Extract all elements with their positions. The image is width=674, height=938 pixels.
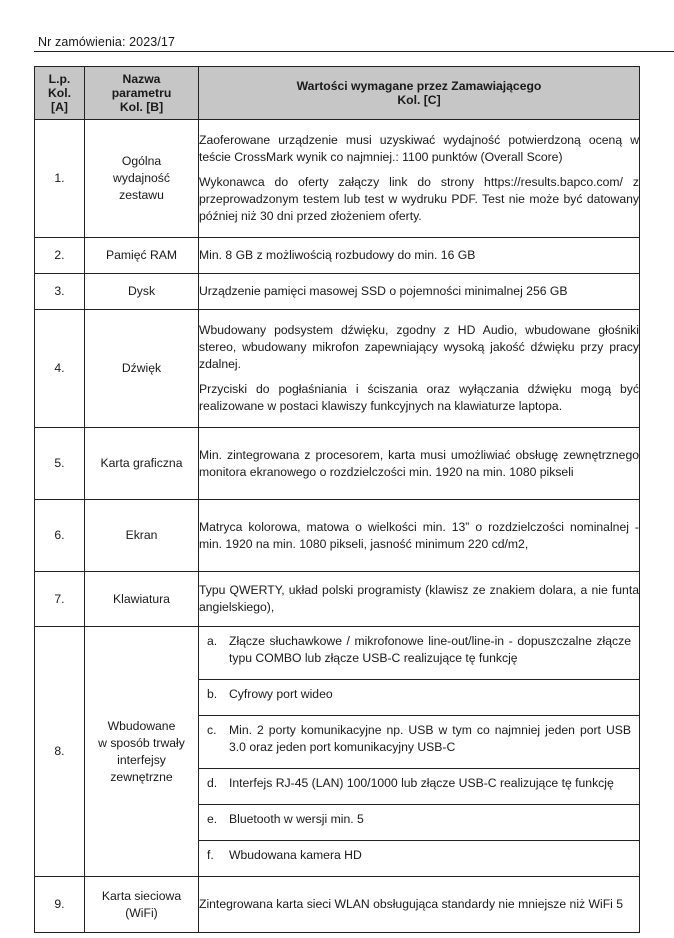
table-row (35, 572, 640, 627)
required-value: Zintegrowana karta sieci WLAN obsługująca standardy nie mniejsze niż WiFi 5 (199, 877, 640, 933)
row-number: 5. (35, 428, 85, 500)
parameter-name: Dźwięk (85, 310, 199, 428)
row-number: 9. (35, 877, 85, 933)
row-number: 2. (35, 238, 85, 274)
header-rule (34, 51, 674, 52)
row-number: 8. (35, 627, 85, 877)
interface-item: d. Interfejs RJ-45 (LAN) 100/1000 lub złącze USB-C realizujące tę funkcję (199, 768, 639, 804)
interface-item: a. Złącze słuchawkowe / mikrofonowe line-out/line-in - dopuszczalne złącze typu COMBO lub złącze USB-C realizujące tę funkcję (207, 634, 631, 665)
parameter-name: Karta sieciowa (WiFi) (85, 877, 199, 933)
table-header-row (35, 67, 640, 120)
parameter-name: Wbudowane w sposób trwały interfejsy zewnętrzne (85, 627, 199, 877)
interface-item: f. Wbudowana kamera HD (199, 840, 639, 876)
table-row (35, 428, 640, 500)
required-value: Wbudowany podsystem dźwięku, zgodny z HD Audio, wbudowane głośniki stereo, wbudowany mikrofon zapewniający wysoką jakość dźwięku przy pracy zdalnej. Przyciski do pogłaśniania i ściszania oraz wyłączania dźwięku mogą być realizowane w postaci klawiszy funkcyjnych na klawiaturze laptopa. (199, 310, 640, 428)
table-row (35, 877, 640, 933)
table-row (35, 238, 640, 274)
row-number: 3. (35, 274, 85, 310)
row-number: 4. (35, 310, 85, 428)
table-row (35, 274, 640, 310)
parameter-name: Klawiatura (85, 572, 199, 627)
interface-item: e. Bluetooth w wersji min. 5 (199, 804, 639, 840)
header-required-values: Wartości wymagane przez Zamawiającego Kol. [C] (199, 67, 640, 120)
parameter-name: Ogólna wydajność zestawu (85, 120, 199, 238)
header-parameter-name: Nazwa parametru Kol. [B] (85, 67, 199, 120)
row-number: 1. (35, 120, 85, 238)
required-value: Zaoferowane urządzenie musi uzyskiwać wydajność potwierdzoną oceną w teście CrossMark wynik co najmniej.: 1100 punktów (Overall Score) Wykonawca do oferty załączy link do strony https://results.bapco.com/ z przeprowadzonym testem lub test w wydruku PDF. Test nie może być datowany później niż 30 dni przed złożeniem oferty. (199, 120, 640, 238)
parameter-name: Pamięć RAM (85, 238, 199, 274)
header-lp: L.p. Kol. [A] (35, 67, 85, 120)
parameter-name: Ekran (85, 500, 199, 572)
interface-item: c. Min. 2 porty komunikacyjne np. USB w tym co najmniej jeden port USB 3.0 oraz jeden port komunikacyjny USB-C (199, 715, 639, 768)
parameter-name: Dysk (85, 274, 199, 310)
row-number: 7. (35, 572, 85, 627)
interface-list (199, 627, 640, 877)
required-value: Urządzenie pamięci masowej SSD o pojemności minimalnej 256 GB (199, 274, 640, 310)
parameter-name: Karta graficzna (85, 428, 199, 500)
required-value: Min. 8 GB z możliwością rozbudowy do min. 16 GB (199, 238, 640, 274)
table-row (35, 310, 640, 428)
required-value: Min. zintegrowana z procesorem, karta musi umożliwiać obsługę zewnętrznego monitora ekranowego o rozdzielczości min. 1920 na min. 1080 pikseli (199, 428, 640, 500)
interface-item: b. Cyfrowy port wideo (199, 679, 639, 715)
required-value: Typu QWERTY, układ polski programisty (klawisz ze znakiem dolara, a nie funta angielskiego), (199, 572, 640, 627)
specification-table (34, 66, 640, 933)
required-value: Matryca kolorowa, matowa o wielkości min. 13” o rozdzielczości nominalnej - min. 1920 na min. 1080 pikseli, jasność minimum 220 cd/m2, (199, 500, 640, 572)
table-row (35, 500, 640, 572)
table-row (35, 627, 640, 877)
row-number: 6. (35, 500, 85, 572)
order-number: Nr zamówienia: 2023/17 (38, 35, 175, 49)
table-row (35, 120, 640, 238)
